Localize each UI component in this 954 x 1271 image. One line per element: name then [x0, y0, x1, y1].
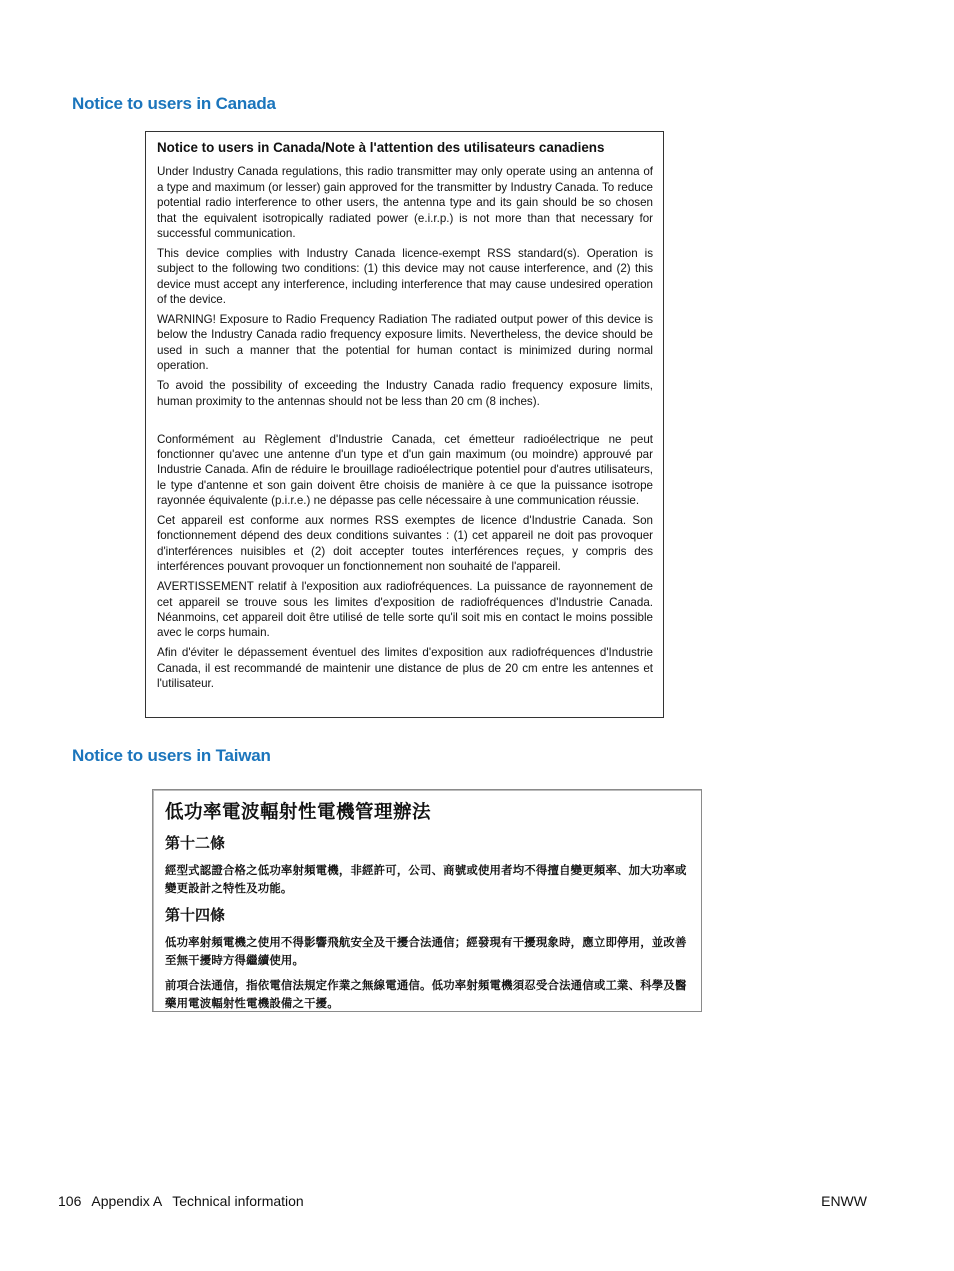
taiwan-article-12-text: 經型式認證合格之低功率射頻電機，非經許可，公司、商號或使用者均不得擅自變更頻率、加大功率或變更設計之特性及功能。	[165, 863, 687, 895]
canada-en-paragraph-4: To avoid the possibility of exceeding the Industry Canada radio frequency exposure limits, human proximity to the antennas should not be less than 20 cm (8 inches).	[157, 379, 653, 408]
canada-notice-title: Notice to users in Canada/Note à l'attention des utilisateurs canadiens	[157, 140, 605, 155]
canada-section-heading: Notice to users in Canada	[72, 94, 276, 113]
taiwan-article-14-heading: 第十四條	[165, 906, 226, 924]
footer-doc-code: ENWW	[821, 1193, 867, 1209]
canada-en-paragraph-1: Under Industry Canada regulations, this radio transmitter may only operate using an antenna of a type and maximum (or lesser) gain approved for the transmitter by Industry Canada. To reduce potential radio interference to other users, the antenna type and its gain should be so chosen that the equivalent isotropically radiated power (e.i.r.p.) is not more than that necessary for successful communication.	[157, 165, 653, 241]
canada-fr-paragraph-2: Cet appareil est conforme aux normes RSS exemptes de licence d'Industrie Canada. Son fonctionnement dépend des deux conditions suivantes : (1) cet appareil ne doit pas provoquer d'interférences nuisibles et (2) doit accepter toutes interférences reçues, y compris des interférences pouvant provoquer un fonctionnement non souhaité de l'appareil.	[157, 514, 653, 574]
canada-notice-image	[145, 131, 664, 718]
canada-en-paragraph-3: WARNING! Exposure to Radio Frequency Radiation The radiated output power of this device is below the Industry Canada radio frequency exposure limits. Nevertheless, the device should be used in such a manner that the potential for human contact is minimized during normal operation.	[157, 313, 653, 373]
page-number: 106	[58, 1193, 82, 1209]
taiwan-article-12-heading: 第十二條	[165, 834, 226, 852]
footer-section: Appendix A	[91, 1193, 163, 1209]
taiwan-article-14-text-1: 低功率射頻電機之使用不得影響飛航安全及干擾合法通信；經發現有干擾現象時，應立即停用，並改善至無干擾時方得繼續使用。	[165, 935, 687, 967]
taiwan-section-heading: Notice to users in Taiwan	[72, 746, 271, 765]
page-footer-left	[58, 1193, 304, 1209]
language-spacer	[157, 414, 653, 432]
canada-en-paragraph-2: This device complies with Industry Canada licence-exempt RSS standard(s). Operation is subject to the following two conditions: (1) this device may not cause interference, and (2) this device must accept any interference, including interference that may cause undesired operation of the device.	[157, 246, 653, 307]
taiwan-notice-title: 低功率電波輻射性電機管理辦法	[165, 802, 432, 823]
canada-fr-paragraph-3: AVERTISSEMENT relatif à l'exposition aux radiofréquences. La puissance de rayonnement de cet appareil se trouve sous les limites d'exposition de radiofréquences d'Industrie Canada. Néanmoins, cet appareil doit être utilisé de telle sorte qu'il soit mis en contact le moins possible avec le corps humain.	[157, 580, 653, 640]
canada-fr-paragraph-4: Afin d'éviter le dépassement éventuel des limites d'exposition aux radiofréquences d'Industrie Canada, il est recommandé de maintenir une distance de plus de 20 cm entre les antennes et l'utilisateur.	[157, 646, 653, 691]
canada-fr-paragraph-1: Conformément au Règlement d'Industrie Canada, cet émetteur radioélectrique ne peut fonctionner qu'avec une antenne d'un type et d'un gain maximum (ou moindre) approuvé par Industrie Canada. Afin de réduire le brouillage radioélectrique potentiel pour d'autres utilisateurs, le type d'antenne et son gain doivent être choisis de manière à ce que la puissance isotrope rayonnée équivalente (p.i.r.e.) ne dépasse pas celle nécessaire à une communication réussie.	[157, 432, 653, 508]
taiwan-notice-image	[152, 789, 702, 1012]
footer-section-title: Technical information	[172, 1193, 304, 1209]
taiwan-article-14-text-2: 前項合法通信，指依電信法規定作業之無線電通信。低功率射頻電機須忍受合法通信或工業、科學及醫藥用電波輻射性電機設備之干擾。	[165, 978, 687, 1010]
